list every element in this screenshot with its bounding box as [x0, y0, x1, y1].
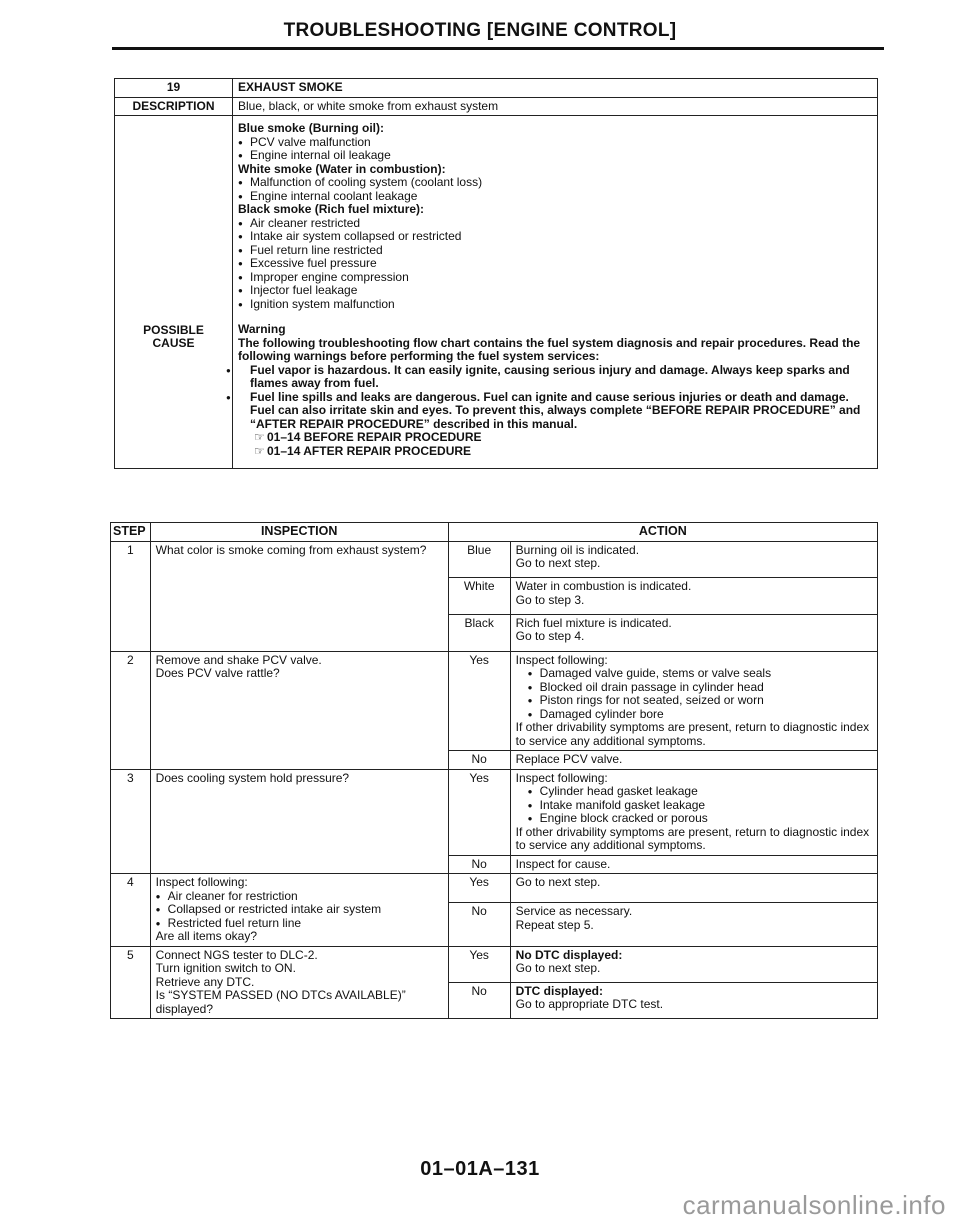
warning-item-text: Fuel line spills and leaks are dangerous. Fuel can ignite and cause serious injuries or death and damage. Fuel can also irritate skin and eyes. To prevent this, always complete “BEFORE REPAIR PROCEDURE” and “AFTER REPAIR PROCEDURE” described in this manual.	[250, 389, 861, 431]
cause-label-line-2: CAUSE	[152, 336, 195, 350]
bullet-icon	[528, 784, 540, 798]
cause-item: ● Fuel return line restricted	[238, 244, 872, 258]
inspection-text: Connect NGS tester to DLC-2. Turn ignition switch to ON. Retrieve any DTC. Is “SYSTEM PASSED (NO DTCs AVAILABLE)” displayed?	[150, 946, 448, 1019]
warning-item	[238, 364, 872, 391]
description-label: DESCRIPTION	[115, 97, 233, 116]
cause-label-line-1: POSSIBLE	[143, 322, 204, 337]
symptom-name: EXHAUST SMOKE	[233, 79, 878, 98]
possible-cause-label	[115, 116, 233, 469]
inspection-text: What color is smoke coming from exhaust system?	[150, 541, 448, 651]
page-number: 01–01A–131	[420, 1158, 540, 1180]
cause-item: ● Improper engine compression	[238, 271, 872, 285]
action-header: ACTION	[448, 523, 877, 542]
step-number: 1	[111, 541, 151, 651]
step-header: STEP	[111, 523, 151, 542]
reference-text: 01–14 AFTER REPAIR PROCEDURE	[267, 443, 472, 458]
action-text: Burning oil is indicated. Go to next step.	[510, 541, 877, 578]
result-value: Yes	[448, 874, 510, 903]
table-row	[111, 769, 878, 855]
possible-cause-content	[233, 116, 878, 469]
result-value: No	[448, 855, 510, 874]
cause-item: ● Ignition system malfunction	[238, 298, 872, 312]
title-rule	[112, 47, 884, 50]
inspection-text: Inspect following: ● Air cleaner for restriction ● Collapsed or restricted intake air system ● Restricted fuel return line Are all items okay?	[150, 874, 448, 947]
symptom-number: 19	[115, 79, 233, 98]
action-text: No DTC displayed: Go to next step.	[510, 946, 877, 982]
inspection-text: Does cooling system hold pressure?	[150, 769, 448, 874]
action-text: Service as necessary. Repeat step 5.	[510, 903, 877, 947]
result-value: No	[448, 903, 510, 947]
table-row	[111, 541, 878, 578]
warning-intro: The following troubleshooting flow chart contains the fuel system diagnosis and repair procedures. Read the following warnings before performing the fuel system services:	[238, 335, 861, 363]
cause-item: ● Engine internal coolant leakage	[238, 190, 872, 204]
action-text: Inspect following: ● Cylinder head gasket leakage ● Intake manifold gasket leakage ● Engine block cracked or porous If other drivability symptoms are present, return to diagnostic index to service any additional symptoms.	[510, 769, 877, 855]
watermark: carmanualsonline.info	[682, 1190, 946, 1220]
result-value: No	[448, 982, 510, 1018]
warning-item-text: Fuel vapor is hazardous. It can easily ignite, causing serious injury and damage. Always keep sparks and flames away from fuel.	[250, 362, 850, 390]
table-header-row	[111, 523, 878, 542]
cause-item: ● PCV valve malfunction	[238, 136, 872, 150]
inspection-header: INSPECTION	[150, 523, 448, 542]
cause-item: ● Excessive fuel pressure	[238, 257, 872, 271]
inspection-text: Remove and shake PCV valve. Does PCV valve rattle?	[150, 651, 448, 769]
cause-item: ● Air cleaner restricted	[238, 217, 872, 231]
action-text: Inspect for cause.	[510, 855, 877, 874]
result-value: Yes	[448, 769, 510, 855]
step-number: 4	[111, 874, 151, 947]
result-value: Yes	[448, 946, 510, 982]
cause-item: ● Injector fuel leakage	[238, 284, 872, 298]
cause-item: ● Malfunction of cooling system (coolant loss)	[238, 176, 872, 190]
table-row	[111, 651, 878, 751]
warning-item	[238, 391, 872, 432]
bullet-icon	[156, 902, 168, 916]
cause-group-heading: Black smoke (Rich fuel mixture):	[238, 202, 425, 216]
step-number: 5	[111, 946, 151, 1019]
reference-arrow-icon: ☞	[254, 430, 265, 444]
result-value: No	[448, 751, 510, 770]
bullet-icon	[528, 666, 540, 680]
page-title: TROUBLESHOOTING [ENGINE CONTROL]	[283, 20, 677, 41]
reference-arrow-icon: ☞	[254, 443, 265, 458]
action-text: Rich fuel mixture is indicated. Go to step 4.	[510, 614, 877, 651]
cause-group-heading: Blue smoke (Burning oil):	[238, 121, 385, 135]
result-value: Yes	[448, 651, 510, 751]
bullet-icon	[238, 363, 250, 377]
result-value: Black	[448, 614, 510, 651]
bullet-icon	[156, 889, 168, 903]
table-row	[111, 946, 878, 982]
step-number: 3	[111, 769, 151, 874]
table-row	[111, 874, 878, 903]
bullet-icon	[238, 390, 250, 404]
description-text: Blue, black, or white smoke from exhaust system	[233, 97, 878, 116]
warning-title: Warning	[238, 322, 286, 336]
bullet-icon	[156, 916, 168, 930]
bullet-icon	[528, 693, 540, 707]
reference-link[interactable]	[238, 445, 872, 459]
symptom-table	[114, 78, 878, 469]
action-text: Inspect following: ● Damaged valve guide, stems or valve seals ● Blocked oil drain passage in cylinder head ● Piston rings for not seated, seized or worn ● Damaged cylinder bore If other drivability symptoms are present, return to diagnostic index to service any additional symptoms.	[510, 651, 877, 751]
bullet-icon	[528, 811, 540, 825]
inspection-table	[110, 522, 878, 1019]
cause-group-heading: White smoke (Water in combustion):	[238, 161, 446, 176]
cause-item: ● Intake air system collapsed or restricted	[238, 230, 872, 244]
bullet-icon	[528, 798, 540, 812]
bullet-icon	[528, 707, 540, 721]
action-text: Go to next step.	[510, 874, 877, 903]
reference-text: 01–14 BEFORE REPAIR PROCEDURE	[267, 430, 482, 444]
action-text: Replace PCV valve.	[510, 751, 877, 770]
result-value: Blue	[448, 541, 510, 578]
step-number: 2	[111, 651, 151, 769]
reference-link[interactable]	[238, 431, 872, 445]
result-value: White	[448, 578, 510, 615]
action-text: DTC displayed: Go to appropriate DTC test.	[510, 982, 877, 1018]
cause-item: ● Engine internal oil leakage	[238, 149, 872, 163]
action-text: Water in combustion is indicated. Go to step 3.	[510, 578, 877, 615]
bullet-icon	[528, 680, 540, 694]
